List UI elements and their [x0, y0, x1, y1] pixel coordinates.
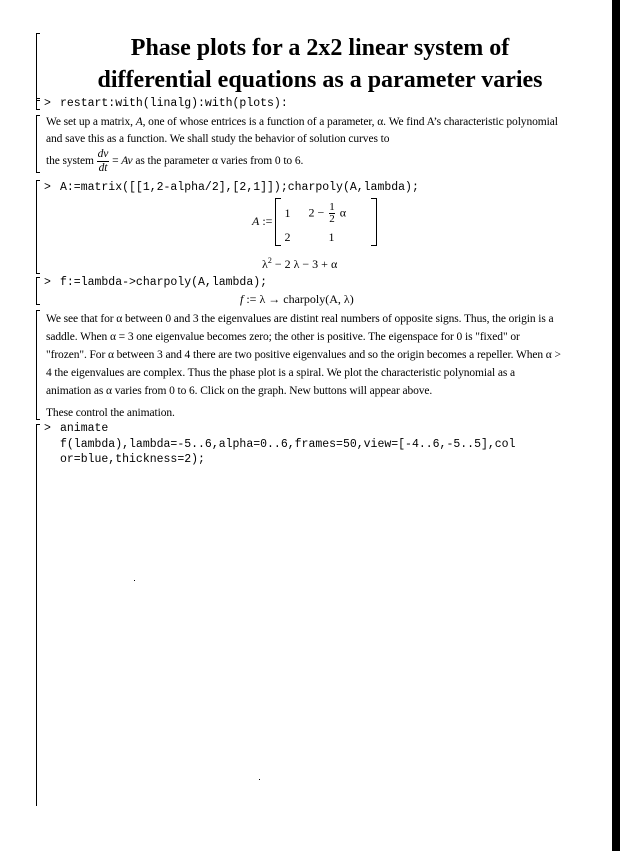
text-bracket-analysis[interactable] [36, 310, 37, 420]
window-right-border [612, 0, 620, 851]
execution-group-bracket-function[interactable] [36, 277, 37, 305]
matrix-A: 1 2 − $\frac{1}{2}$ α 2 1 [275, 198, 377, 246]
matrix-command[interactable]: A:=matrix([[1,2-alpha/2],[2,1]]);charpoly(A,lambda); [60, 181, 419, 194]
intro-paragraph: We set up a matrix, A, one of whose entrices is a function of a parameter, α. We find A’s characteristic polynomial and save this as a function. We shall study the behavior of solution curves to [46, 116, 558, 145]
function-command[interactable]: f:=lambda->charpoly(A,lambda); [60, 276, 268, 289]
dv-dt-fraction: $\frac{dv}{dt}$ [97, 148, 109, 174]
section-bracket-title[interactable] [36, 33, 37, 101]
page-title-line1: Phase plots for a 2x2 linear system of [130, 35, 510, 61]
input-cell-restart[interactable] [44, 97, 288, 111]
animate-command-line3[interactable]: or=blue,thickness=2); [60, 453, 205, 466]
plot-artifact-dot [134, 580, 135, 581]
analysis-last-line: These control the animation. [46, 407, 175, 419]
restart-command[interactable]: restart:with(linalg):with(plots): [60, 97, 288, 110]
analysis-paragraph: We see that for α between 0 and 3 the eigenvalues are distint real numbers of opposite signs. Thus, the origin is a saddle. When α = 3 one eigenvalue becomes zero; the other is positive. The eigenspace for 0 is "fixed" or "frozen". For α between 3 and 4 there are two positive eigenvalues and so the origin becomes a repeller. When α > 4 the eigenvalues are complex. Thus the phase plot is a spiral. We plot the characteristic polynomial as a animation as α varies from 0 to 6. Click on the graph. New buttons will appear above. [46, 313, 561, 397]
execution-group-bracket-animate[interactable] [36, 424, 37, 806]
page-title-line2: differential equations as a parameter varies [97, 67, 543, 93]
prompt-symbol: > [44, 97, 51, 110]
animate-command-line1[interactable]: animate [60, 422, 109, 435]
execution-group-bracket-restart[interactable] [36, 98, 37, 110]
input-cell-matrix[interactable]: > A:=matrix([[1,2-alpha/2],[2,1]]);charpoly(A,lambda); [44, 181, 419, 194]
input-cell-animate[interactable]: > animate [44, 422, 109, 435]
execution-group-bracket-matrix[interactable] [36, 180, 37, 274]
input-cell-function[interactable]: > f:=lambda->charpoly(A,lambda); [44, 276, 268, 289]
charpoly-output: $\lambda^2 - 2$ λ − 3 + α [262, 256, 338, 271]
plot-artifact-dot [259, 779, 260, 780]
text-bracket-intro[interactable] [36, 115, 37, 173]
animate-command-line2[interactable]: f(lambda),lambda=-5..6,alpha=0..6,frames=50,view=[-4..6,-5..5],col [60, 438, 516, 451]
function-output: f := λ → charpoly(A, λ) [240, 292, 354, 306]
animation-plot-area[interactable] [46, 470, 586, 800]
matrix-output: A := 1 2 − $\frac{1}{2}$ α 2 1 [252, 198, 377, 246]
intro-system-line: the system $\frac{dv}{dt}$ = Av as the parameter α varies from 0 to 6. [46, 148, 304, 174]
